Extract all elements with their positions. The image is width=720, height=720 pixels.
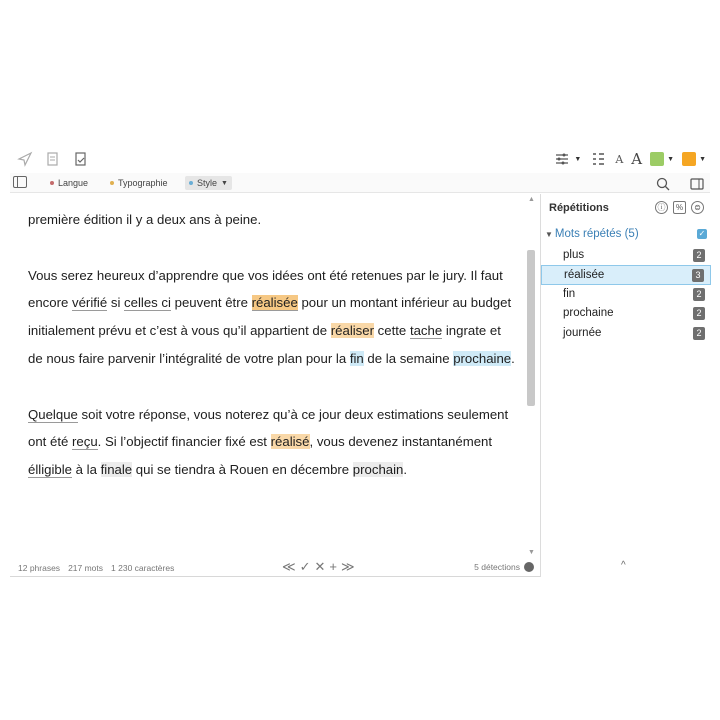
repeated-word-highlight[interactable]: réalisé [270,434,310,450]
text-run: peuvent être [170,295,252,311]
document-icon[interactable] [44,150,62,168]
chevron-down-icon[interactable]: ▼ [699,155,706,163]
repeated-word-highlight[interactable]: finale [100,462,133,478]
info-icon[interactable]: ⓘ [655,201,668,214]
check-document-icon[interactable] [72,150,90,168]
style-dot-icon [189,181,193,185]
main-toolbar [10,145,710,173]
list-item-label: journée [563,326,602,339]
filter-bar [10,173,710,193]
list-item[interactable] [541,324,711,343]
text-run: Vous serez heureux d’apprendre que vos idées ont été retenues par le jury. Il faut encore [28,267,503,311]
toolbar-left-group [16,150,90,168]
search-icon[interactable] [654,175,672,193]
text-run: . [511,350,515,366]
font-size-decrease-button[interactable]: A [615,152,624,166]
paragraph: première édition il y a deux ans à peine. [28,212,262,227]
scroll-up-icon[interactable]: ▲ [528,196,535,203]
word-count: 217 mots [68,563,104,573]
detections-label: 5 détections [474,562,520,572]
filter-style[interactable] [185,176,232,190]
typographie-dot-icon [110,181,114,185]
list-item[interactable] [541,265,711,284]
text-run: à la [72,462,101,478]
flagged-word[interactable]: Quelque [28,406,78,422]
text-run: . Si l’objectif financier fixé est [97,434,271,450]
paragraph [28,401,518,484]
editor-scrollbar[interactable] [525,194,537,558]
more-icon[interactable] [524,562,534,572]
list-item-label: réalisée [564,269,605,282]
count-badge: 2 [693,288,705,301]
filter-style-label: Style [197,178,218,188]
list-item-label: prochaine [563,307,614,320]
chevron-down-icon[interactable]: ▼ [545,229,553,239]
percent-icon[interactable]: % [673,201,686,214]
scrollbar-thumb[interactable] [527,250,535,406]
group-label: Mots répétés (5) [554,228,639,240]
panel-actions [655,201,704,214]
green-color-swatch[interactable] [650,152,664,166]
filter-typographie[interactable] [110,176,168,190]
repeated-word-highlight[interactable]: réaliser [330,323,375,339]
checkbox-icon[interactable]: ✓ [698,229,706,238]
flagged-word[interactable]: celles ci [124,295,171,311]
font-size-increase-button[interactable]: A [631,150,643,168]
repeated-words-group[interactable] [545,226,709,242]
list-item-label: fin [563,287,576,300]
add-button[interactable]: + [329,559,338,574]
sidebar-toggle-icon[interactable] [13,176,27,188]
text-run: ingrate et de nous faire parvenir l’intégralité de votre plan pour la [28,323,501,366]
count-badge: 2 [693,327,705,340]
flagged-word[interactable]: vérifié [72,295,108,311]
count-badge: 3 [692,269,704,282]
text-run: soit votre réponse, vous noterez qu’à ce jour deux estimations seulement ont été [28,406,509,450]
filter-icon[interactable]: ⊜ [691,201,704,214]
filter-bar-right [654,175,706,193]
list-item[interactable] [541,304,711,323]
repeated-word-highlight[interactable]: fin [349,350,364,366]
chevron-down-icon[interactable]: ▼ [667,155,675,163]
list-item[interactable] [541,246,711,265]
editor-text[interactable] [28,206,518,512]
phrase-count: 12 phrases [18,563,61,573]
list-tree-icon[interactable] [589,150,607,168]
orange-color-swatch[interactable] [682,152,696,166]
list-item-label: plus [563,249,585,261]
repeated-word-highlight[interactable]: prochaine [453,350,512,366]
text-run: de la semaine [363,350,454,366]
send-icon[interactable] [16,150,34,168]
filter-langue-label: Langue [58,178,89,188]
repeated-word-highlight[interactable]: prochain [352,462,404,478]
text-run: si [107,295,125,311]
chevron-down-icon[interactable]: ▼ [574,155,582,163]
scroll-down-icon[interactable]: ▼ [528,549,535,556]
flagged-word[interactable]: tache [409,323,443,339]
flagged-word[interactable]: élligible [28,462,72,478]
toolbar-right-group [553,150,706,168]
app-window [10,145,710,577]
filter-langue[interactable] [50,176,88,190]
repeated-words-list [541,246,711,343]
document-stats [18,563,174,573]
character-count: 1 230 caractères [111,563,175,573]
paragraph [28,262,518,373]
count-badge: 2 [693,249,705,262]
filter-typographie-label: Typographie [118,178,168,188]
list-item[interactable] [541,285,711,304]
chevron-down-icon[interactable]: ▼ [221,179,228,187]
langue-dot-icon [50,181,54,185]
repetitions-panel [540,194,710,577]
status-bar [10,558,540,577]
text-run: pour un montant inférieur au budget initialement prévu et c’est à vous qu’il appartient de [28,295,512,339]
panel-toggle-icon[interactable] [688,175,706,193]
reject-button[interactable]: ✕ [314,559,326,574]
panel-title: Répétitions [549,202,609,214]
text-editor[interactable] [10,194,540,550]
detection-navigation [282,559,355,575]
flagged-word[interactable]: reçu [72,434,98,450]
count-badge: 2 [693,307,705,320]
next-detection-button[interactable]: ≫ [341,559,355,574]
collapse-icon[interactable]: ^ [621,560,626,571]
text-run: . [403,462,408,478]
repeated-word-highlight[interactable]: réalisée [251,295,298,311]
settings-sliders-icon[interactable] [553,150,571,168]
detections-summary[interactable] [474,562,534,572]
text-run: , vous devenez instantanément [309,434,493,450]
text-run: cette [374,323,410,339]
accept-button[interactable]: ✓ [299,559,311,574]
previous-detection-button[interactable]: ≪ [282,559,296,574]
text-run: qui se tiendra à Rouen en décembre [132,462,353,478]
